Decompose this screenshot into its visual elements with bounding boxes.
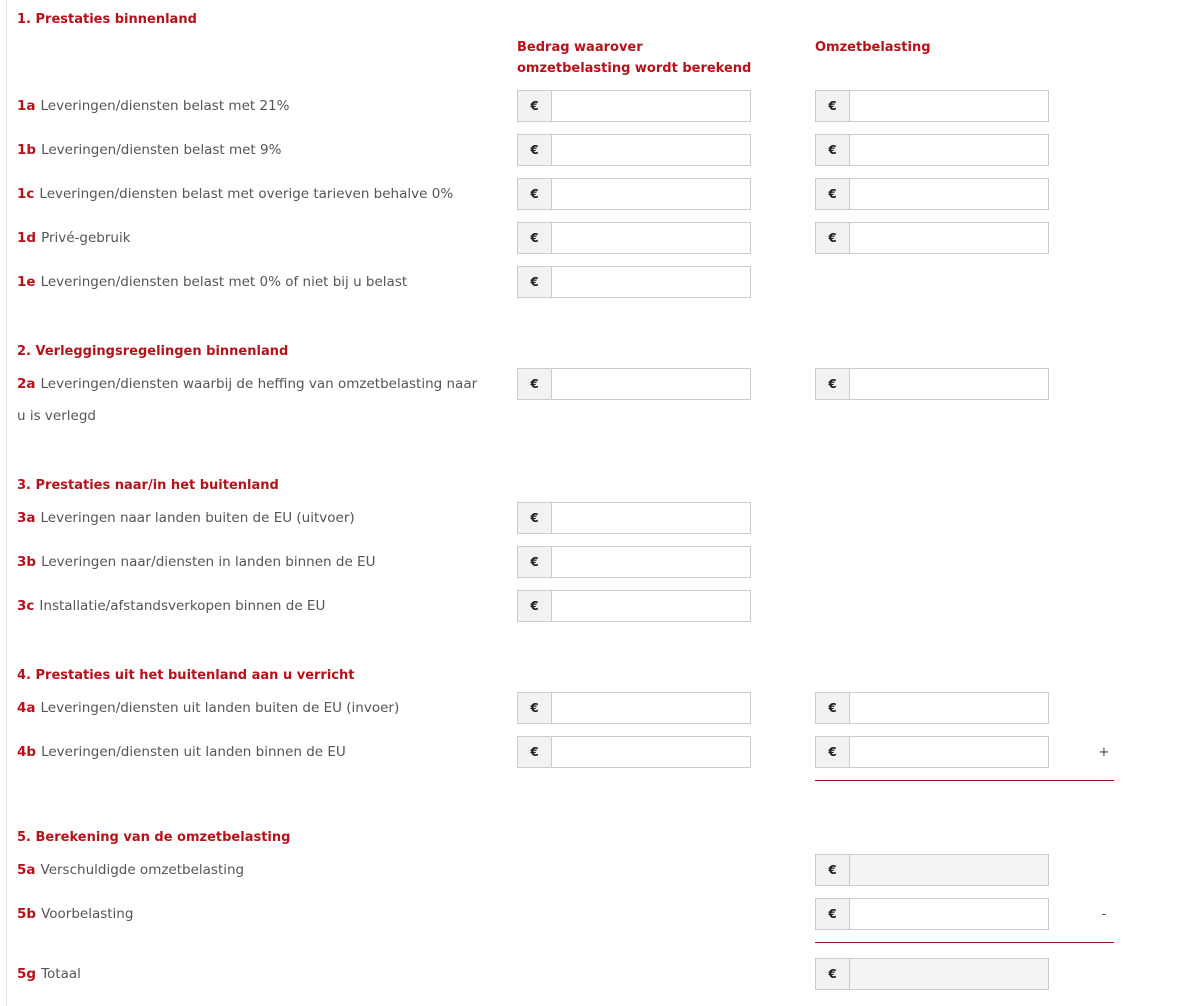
row-text-1b: Leveringen/diensten belast met 9% [41,142,282,158]
row-text-1e: Leveringen/diensten belast met 0% of niet bij u belast [40,274,408,290]
row-label-3a [17,502,497,534]
section-title-1: 1. Prestaties binnenland [17,12,197,27]
input-1a-base[interactable] [552,91,750,121]
euro-icon: € [816,737,850,767]
row-code-1d: 1d [17,230,37,246]
euro-icon: € [816,369,850,399]
field-1d-tax [815,222,1049,254]
row-text-5g: Totaal [41,966,81,982]
row-code-3c: 3c [17,598,35,614]
row-code-1c: 1c [17,186,35,202]
row-code-1a: 1a [17,98,36,114]
input-4a-tax[interactable] [850,693,1048,723]
row-code-5b: 5b [17,906,37,922]
row-label-4b [17,736,497,768]
field-5a-tax [815,854,1049,886]
input-1d-base[interactable] [552,223,750,253]
input-4b-tax[interactable] [850,737,1048,767]
column-header-base: Bedrag waarover omzetbelasting wordt berekend [517,40,752,76]
row-code-5a: 5a [17,862,36,878]
euro-icon: € [518,223,552,253]
input-2a-base[interactable] [552,369,750,399]
row-text-5b: Voorbelasting [41,906,134,922]
row-label-1e [17,266,497,298]
input-3b-base[interactable] [552,547,750,577]
section-title-3: 3. Prestaties naar/in het buitenland [17,478,279,493]
row-label-2a [17,368,487,432]
sum-line-4 [815,780,1114,781]
plus-operator: + [1098,745,1110,760]
row-label-1c [17,178,497,210]
field-1c-tax [815,178,1049,210]
input-1c-tax[interactable] [850,179,1048,209]
row-text-2a: Leveringen/diensten waarbij de heffing van omzetbelasting naar u is verlegd [17,376,478,424]
field-2a-tax [815,368,1049,400]
row-code-3a: 3a [17,510,36,526]
euro-icon: € [518,135,552,165]
row-text-3b: Leveringen naar/diensten in landen binnen de EU [41,554,376,570]
field-1d-base [517,222,751,254]
row-code-4a: 4a [17,700,36,716]
euro-icon: € [518,369,552,399]
euro-icon: € [816,223,850,253]
row-text-1d: Privé-gebruik [41,230,131,246]
minus-operator: - [1101,907,1107,922]
field-1a-base [517,90,751,122]
euro-icon: € [816,179,850,209]
field-2a-base [517,368,751,400]
input-1b-tax[interactable] [850,135,1048,165]
row-code-1b: 1b [17,142,37,158]
row-label-1d [17,222,497,254]
euro-icon: € [518,91,552,121]
euro-icon: € [816,855,850,885]
field-4b-base [517,736,751,768]
row-text-5a: Verschuldigde omzetbelasting [40,862,245,878]
row-code-3b: 3b [17,554,37,570]
input-3c-base[interactable] [552,591,750,621]
input-4b-base[interactable] [552,737,750,767]
euro-icon: € [816,959,850,989]
euro-icon: € [816,91,850,121]
euro-icon: € [816,899,850,929]
field-1b-base [517,134,751,166]
euro-icon: € [518,591,552,621]
field-4b-tax [815,736,1049,768]
row-label-3c [17,590,497,622]
euro-icon: € [518,503,552,533]
row-text-1a: Leveringen/diensten belast met 21% [40,98,290,114]
euro-icon: € [518,267,552,297]
field-4a-base [517,692,751,724]
output-5g-total [850,959,1048,989]
euro-icon: € [518,737,552,767]
section-title-4: 4. Prestaties uit het buitenland aan u verricht [17,668,355,683]
row-label-5g [17,958,497,990]
field-3a-base [517,502,751,534]
field-3c-base [517,590,751,622]
row-code-5g: 5g [17,966,37,982]
row-code-2a: 2a [17,376,36,392]
row-text-4a: Leveringen/diensten uit landen buiten de EU (invoer) [40,700,400,716]
field-1b-tax [815,134,1049,166]
row-label-5a [17,854,497,886]
row-label-1b [17,134,497,166]
section-title-5: 5. Berekening van de omzetbelasting [17,830,291,845]
field-1a-tax [815,90,1049,122]
field-4a-tax [815,692,1049,724]
section-title-2: 2. Verleggingsregelingen binnenland [17,344,289,359]
left-border-line [6,0,7,1006]
input-3a-base[interactable] [552,503,750,533]
row-text-3a: Leveringen naar landen buiten de EU (uitvoer) [40,510,355,526]
row-label-5b [17,898,497,930]
field-5g-tax [815,958,1049,990]
field-1c-base [517,178,751,210]
row-label-4a [17,692,497,724]
row-code-1e: 1e [17,274,36,290]
field-5b-tax [815,898,1049,930]
row-code-4b: 4b [17,744,37,760]
euro-icon: € [816,693,850,723]
euro-icon: € [816,135,850,165]
row-text-3c: Installatie/afstandsverkopen binnen de EU [39,598,326,614]
output-5a-tax [850,855,1048,885]
field-3b-base [517,546,751,578]
euro-icon: € [518,179,552,209]
row-label-1a [17,90,497,122]
sum-line-5 [815,942,1114,943]
input-1a-tax[interactable] [850,91,1048,121]
input-1c-base[interactable] [552,179,750,209]
input-2a-tax[interactable] [850,369,1048,399]
row-label-3b [17,546,497,578]
row-text-4b: Leveringen/diensten uit landen binnen de EU [41,744,346,760]
field-1e-base [517,266,751,298]
input-1e-base[interactable] [552,267,750,297]
euro-icon: € [518,547,552,577]
row-text-1c: Leveringen/diensten belast met overige tarieven behalve 0% [39,186,454,202]
column-header-tax: Omzetbelasting [815,40,931,55]
input-5b-tax[interactable] [850,899,1048,929]
input-4a-base[interactable] [552,693,750,723]
input-1d-tax[interactable] [850,223,1048,253]
euro-icon: € [518,693,552,723]
input-1b-base[interactable] [552,135,750,165]
